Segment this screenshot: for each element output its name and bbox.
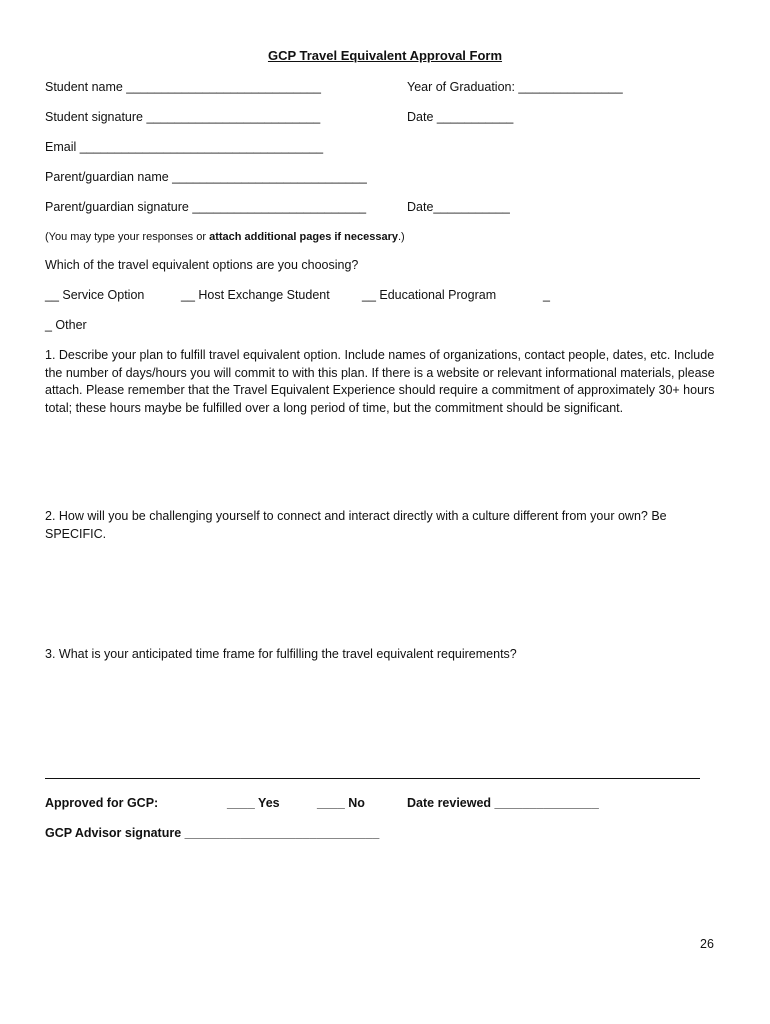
option-service[interactable]: __ Service Option xyxy=(45,288,145,302)
note-suffix: .) xyxy=(397,231,405,243)
question-1: 1. Describe your plan to fulfill travel equivalent option. Include names of organizations, contact people, dates, etc. Include the number of days/hours you will commit to with this plan. If there is a website or relevant informational materials, please attach. Please remember that the Travel Equivalent Experience should require a commitment of approximately 30+ hours total; these hours maybe be fulfilled over a long period of time, but the commitment should be significant. xyxy=(45,348,715,415)
question-2: 2. How will you be challenging yourself to connect and interact directly with a culture different from your own? Be SPECIFIC. xyxy=(45,509,667,541)
advisor-signature-field[interactable]: GCP Advisor signature ____________________________ xyxy=(45,826,380,840)
note-prefix: (You may type your responses or xyxy=(45,231,210,243)
question-3: 3. What is your anticipated time frame for fulfilling the travel equivalent requirements? xyxy=(45,647,517,661)
date-reviewed-field[interactable]: Date reviewed _______________ xyxy=(407,796,599,810)
student-signature-field[interactable]: Student signature _________________________ xyxy=(45,110,321,124)
parent-date-field[interactable]: Date___________ xyxy=(407,200,510,214)
email-field[interactable]: Email ___________________________________ xyxy=(45,140,324,154)
approved-yes[interactable]: ____ Yes xyxy=(227,796,280,810)
option-educational-program[interactable]: __ Educational Program xyxy=(362,288,497,302)
note-bold: attach additional pages if necessary xyxy=(209,231,398,243)
student-date-field[interactable]: Date ___________ xyxy=(407,110,514,124)
approved-no[interactable]: ____ No xyxy=(317,796,365,810)
instructions-note xyxy=(45,231,405,243)
option-blank[interactable]: _ xyxy=(543,288,550,302)
option-host-exchange[interactable]: __ Host Exchange Student xyxy=(181,288,330,302)
parent-signature-field[interactable]: Parent/guardian signature _________________________ xyxy=(45,200,367,214)
options-question: Which of the travel equivalent options are you choosing? xyxy=(45,258,359,272)
form-title: GCP Travel Equivalent Approval Form xyxy=(267,48,503,63)
approved-label: Approved for GCP: xyxy=(45,796,159,810)
option-other[interactable]: _ Other xyxy=(45,318,87,332)
student-name-field[interactable]: Student name ____________________________ xyxy=(45,80,321,94)
divider-line xyxy=(45,778,700,779)
page-number: 26 xyxy=(700,937,714,951)
parent-name-field[interactable]: Parent/guardian name ____________________________ xyxy=(45,170,367,184)
year-of-graduation-field[interactable]: Year of Graduation: _______________ xyxy=(407,80,623,94)
